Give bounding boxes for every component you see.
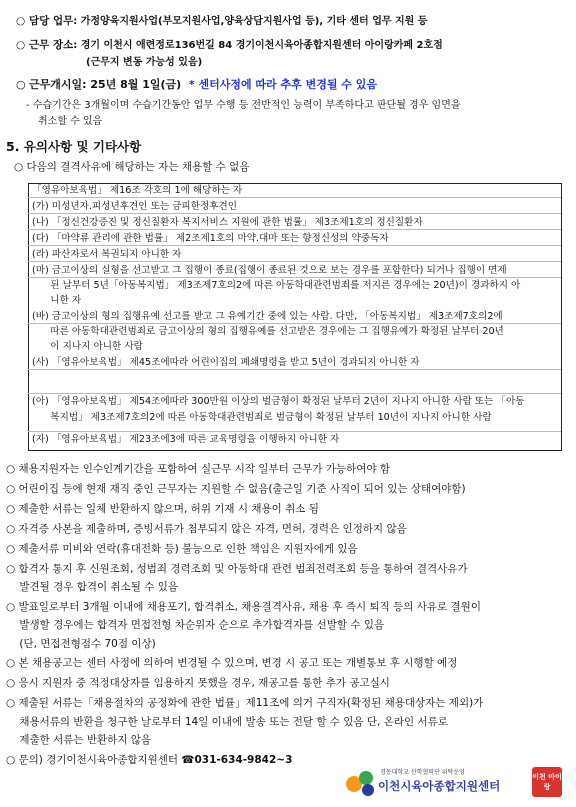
- disqualification-item: (마) 금고이상의 실형을 선고받고 그 집행이 종료(집행이 종료된 것으로 보는 경우를 포함한다) 되거나 집행이 면제: [32, 265, 507, 276]
- note-item: ○ 제출서류 미비와 연락(휴대전화 등) 불능으로 인한 책임은 지원자에게 있음: [6, 543, 358, 555]
- start-line: [16, 78, 377, 92]
- start-label: 근무개시일: [29, 78, 83, 91]
- note-item: ○ 본 채용공고는 센터 사정에 의하여 변경될 수 있으며, 변경 시 공고 또는 개별통보 후 시행할 예정: [6, 657, 458, 669]
- contact-phone: ☎031-634-9842~3: [181, 754, 293, 766]
- note-item: ○ 자격증 사본을 제출하며, 증빙서류가 첨부되지 않은 자격, 면허, 경력은 인정하지 않음: [6, 523, 407, 535]
- disqualification-item: (라) 파산자로서 복권되지 아니한 자: [32, 249, 182, 260]
- disqualification-item: (자) 「영유아보육법」 제23조에3에 따른 교육명령을 이행하지 아니한 자: [32, 434, 340, 445]
- circle-bullet-icon: ○: [16, 15, 26, 27]
- disqualification-item: (아) 「영유아보육법」 제54조에따라 300만원 이상의 벌금형이 확정된 날부터 2년이 지나지 아니한 사람 또는 「아동: [32, 396, 525, 407]
- section-title: 5. 유의사항 및 기타사항: [6, 139, 142, 154]
- circle-bullet-icon: ○: [16, 39, 26, 51]
- duty-line: [16, 14, 427, 29]
- note-item: ○ 어린이집 등에 현재 재직 중인 근무자는 지원할 수 없음(출근일 기준 사직이 되어 있는 상태여야함): [6, 483, 466, 495]
- disqualification-item: 이 지나지 아니한 사람: [32, 341, 143, 352]
- note-item: 제출한 서류는 반환하지 않음: [6, 734, 152, 746]
- note-item: 발생할 경우에는 합격자 면접전형 차순위자 순으로 추가합격자를 선발할 수 있음: [6, 619, 385, 631]
- note-item: (단, 면접전형점수 70점 이상): [6, 638, 156, 650]
- divider: [28, 393, 561, 394]
- probation-line-1: - 수습기간은 3개월이며 수습기간동안 업무 수행 등 전반적인 능력이 부족하다고 판단될 경우 임면을: [26, 100, 461, 111]
- divider: [28, 369, 561, 370]
- center-name: 이천시육아종합지원센터: [378, 779, 501, 793]
- disqualification-item: (바) 금고이상의 형의 집행유예 선고를 받고 그 유예기간 중에 있는 사람. 다만, 「아동복지법」 제3조제7호의2에: [32, 311, 503, 322]
- disqualification-item: (다) 「마약류 관리에 관한 법률」 제2조제1호의 마약.대마 또는 향정신성의 약중독자: [32, 233, 389, 244]
- place-note: (근무지 변동 가능성 있음): [86, 57, 203, 68]
- place-value: : 경기 이천시 애련정로136번길 84 경기이천시육아종합지원센터 아이랑카페 2호점: [73, 40, 443, 51]
- disqualification-item: (가) 미성년자.피성년후견인 또는 금피한정후견인: [32, 201, 238, 212]
- disqualification-intro: ○ 다음의 결격사유에 해당하는 자는 채용할 수 없음: [14, 161, 250, 173]
- place-label: 근무 장소: [29, 39, 74, 51]
- note-item: ○ 제출한 서류는 일체 반환하지 않으며, 허위 기재 시 채용이 취소 됨: [6, 503, 319, 515]
- place-line: [16, 38, 443, 53]
- contact-label: ○ 문의) 경기이천시육아종합지원센터: [6, 754, 182, 766]
- divider: [28, 323, 561, 324]
- start-value: : 25년 8월 1일(금): [82, 78, 182, 91]
- contact-line: [6, 753, 292, 767]
- disqualification-item: (사) 「영유아보육법」 제45조에따라 어린이집의 폐쇄명령을 받고 5년이 경과되지 아니한 자: [32, 357, 420, 368]
- duty-label: 담당 업무: [29, 15, 74, 27]
- note-item: ○ 제출된 서류는「채용절차의 공정화에 관한 법률」제11조에 의거 구직자(확정된 채용대상자는 제외)가: [6, 697, 484, 709]
- note-item: ○ 채용지원자는 인수인계기간을 포함하여 실근무 시작 일부터 근무가 가능하여야 함: [6, 463, 391, 475]
- start-note: * 센터사정에 따라 추후 변경될 수 있음: [188, 78, 377, 91]
- disqualification-item: 「영유아보육법」 제16조 각호의 1에 해당하는 자: [32, 185, 243, 196]
- divider: [28, 229, 561, 230]
- divider: [28, 261, 561, 262]
- note-item: ○ 발표일로부터 3개월 이내에 채용포기, 합격취소, 채용결격사유, 채용 후 즉시 퇴직 등의 사유로 결원이: [6, 601, 481, 613]
- probation-line-2: 취소할 수 있음: [38, 116, 103, 127]
- note-item: ○ 합격자 통지 후 신원조회, 성범죄 경력조회 및 아동학대 관련 범죄전력조회 등을 통하여 결격사유가: [6, 563, 468, 575]
- circle-bullet-icon: ○: [16, 78, 26, 91]
- divider: [28, 431, 561, 432]
- divider: [28, 277, 561, 278]
- divider: [28, 197, 561, 198]
- divider: [28, 213, 561, 214]
- note-item: ○ 응시 지원자 중 적정대상자를 임용하지 못했을 경우, 재공고를 통한 추가 공고실시: [6, 677, 390, 689]
- disqualification-item: (나) 「정신건강증진 및 정신질환자 복지서비스 지원에 관한 법률」 제3조제1호의 정신질환자: [32, 217, 423, 228]
- disqualification-item: 따른 아동학대관련범죄로 금고이상의 형의 집행유예를 선고받은 경우에는 그 집행유예가 확정된 날부터 20년: [32, 326, 504, 337]
- disqualification-item: 니한 자: [32, 295, 82, 306]
- duty-value: : 가정양육지원사업(부모지원사업,양육상담지원사업 등), 기타 센터 업무 지원 등: [73, 16, 428, 27]
- operator-text: 경동대학교 산학협력단 위탁운영: [380, 769, 465, 776]
- center-logo-mark-icon: [344, 766, 378, 798]
- center-badge: 이천 아이랑: [532, 767, 562, 797]
- divider: [28, 245, 561, 246]
- note-item: 채용서류의 반환을 청구한 날로부터 14일 이내에 발송 또는 전달 할 수 있음 단, 온라인 서류로: [6, 716, 448, 728]
- disqualification-item: 복지법」 제3조제7호의2에 따른 아동학대관련범죄로 벌금형이 확정된 날부터 10년이 지나지 아니한 사람: [32, 412, 492, 423]
- disqualification-item: 된 날부터 5년「아동복지법」 제3조제7호의2에 따른 아동학대관련범죄를 저지른 경우에는 20년)이 경과하지 아: [32, 280, 521, 291]
- note-item: 발견될 경우 합격이 취소될 수 있음: [6, 581, 179, 593]
